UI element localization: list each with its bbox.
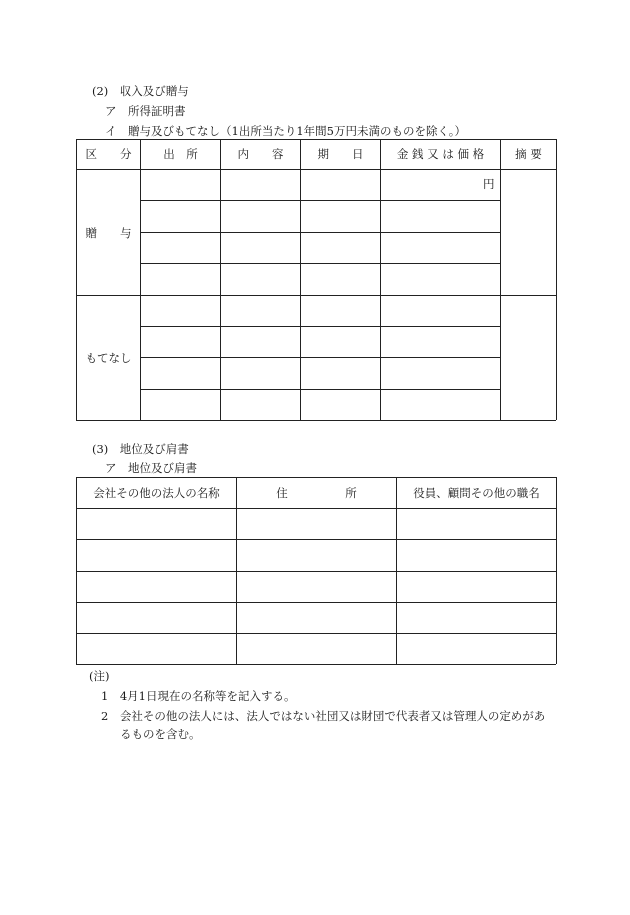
header-company-name: 会社その他の法人の名称 <box>93 486 220 500</box>
notes-label: (注) <box>89 669 110 683</box>
group-label-entertainment: もてなし <box>85 351 132 365</box>
header-content: 内 容 <box>237 147 284 161</box>
yen-unit: 円 <box>483 177 495 191</box>
header-date: 期 日 <box>317 147 364 161</box>
group-label-gift: 贈 与 <box>85 226 132 240</box>
section3-item-a: ア 地位及び肩書 <box>105 461 197 475</box>
header-source: 出 所 <box>163 147 198 161</box>
section3-heading: (3) 地位及び肩書 <box>92 442 189 456</box>
note-item-2-continued: るものを含む。 <box>120 727 201 741</box>
header-address: 住 所 <box>276 486 357 500</box>
note-item-1: 1 4月1日現在の名称等を記入する。 <box>101 689 296 703</box>
header-title: 役員、顧問その他の職名 <box>413 486 540 500</box>
header-amount: 金 銭 又 は 価 格 <box>396 147 485 161</box>
note-item-2: 2 会社その他の法人には、法人ではない社団又は財団で代表者又は管理人の定めがあ <box>101 709 546 723</box>
section2-item-i: イ 贈与及びもてなし（1出所当たり1年間5万円未満のものを除く。） <box>105 124 466 138</box>
section2-item-a: ア 所得証明書 <box>105 104 186 118</box>
section2-heading: (2) 収入及び贈与 <box>92 84 189 98</box>
header-remarks: 摘 要 <box>515 147 542 161</box>
header-category: 区 分 <box>85 147 132 161</box>
